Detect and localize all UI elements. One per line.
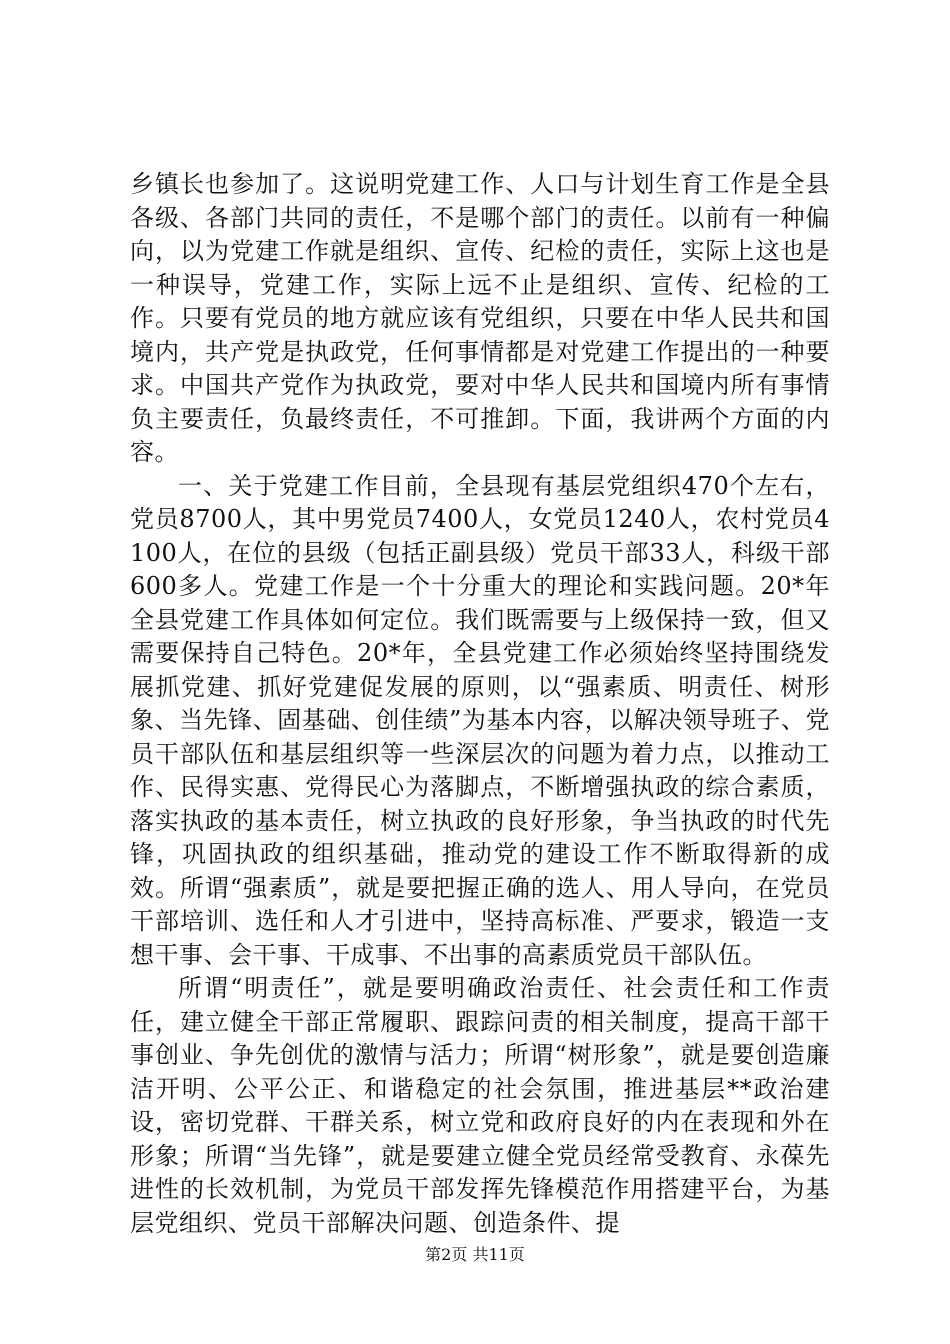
page-footer: 第2页 共11页 (425, 1245, 525, 1264)
document-body (130, 168, 830, 1240)
paragraph-continuation: 乡镇长也参加了。这说明党建工作、人口与计划生育工作是全县各级、各部门共同的责任，不是哪个部门的责任。以前有一种偏向，以为党建工作就是组织、宣传、纪检的责任，实际上这也是一种误导，党建工作，实际上远不止是组织、宣传、纪检的工作。只要有党员的地方就应该有党组织，只要在中华人民共和国境内，共产党是执政党，任何事情都是对党建工作提出的一种要求。中国共产党作为执政党，要对中华人民共和国境内所有事情负主要责任，负最终责任，不可推卸。下面，我讲两个方面的内容。 (130, 170, 830, 466)
paragraph-responsibility: 所谓“明责任”，就是要明确政治责任、社会责任和工作责任，建立健全干部正常履职、跟踪问责的相关制度，提高干部干事创业、争先创优的激情与活力；所谓“树形象”，就是要创造廉洁开明、公平公正、和谐稳定的社会氛围，推进基层**政治建设，密切党群、干群关系，树立党和政府良好的内在表现和外在形象；所谓“当先锋”，就是要建立健全党员经常受教育、永葆先进性的长效机制，为党员干部发挥先锋模范作用搭建平台，为基层党组织、党员干部解决问题、创造条件、提 (130, 974, 830, 1237)
paragraph-party-building: 一、关于党建工作目前，全县现有基层党组织470个左右，党员8700人，其中男党员7400人，女党员1240人，农村党员4100人，在位的县级（包括正副县级）党员干部33人，科级干部600多人。党建工作是一个十分重大的理论和实践问题。20*年全县党建工作具体如何定位。我们既需要与上级保持一致，但又需要保持自己特色。20*年，全县党建工作必须始终坚持围绕发展抓党建、抓好党建促发展的原则，以“强素质、明责任、树形象、当先锋、固基础、创佳绩”为基本内容，以解决领导班子、党员干部队伍和基层组织等一些深层次的问题为着力点，以推动工作、民得实惠、党得民心为落脚点，不断增强执政的综合素质，落实执政的基本责任，树立执政的良好形象，争当执政的时代先锋，巩固执政的组织基础，推动党的建设工作不断取得新的成效。所谓“强素质”，就是要把握正确的选人、用人导向，在党员干部培训、选任和人才引进中，坚持高标准、严要求，锻造一支想干事、会干事、干成事、不出事的高素质党员干部队伍。 (130, 471, 830, 969)
